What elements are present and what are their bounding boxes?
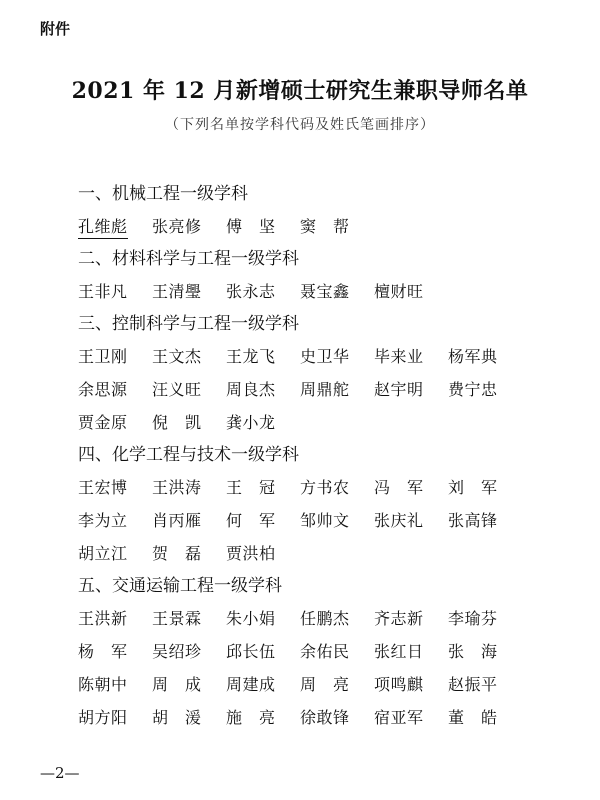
section-heading: 二、材料科学与工程一级学科 <box>78 249 299 269</box>
advisor-name <box>448 471 522 504</box>
advisor-name <box>226 668 300 701</box>
advisor-name-text: 孔维彪 <box>78 217 128 239</box>
advisor-name-text: 邱长伍 <box>226 642 276 661</box>
advisor-name-text: 王宏博 <box>78 478 128 497</box>
advisor-name <box>300 275 374 308</box>
name-row <box>78 275 578 308</box>
advisor-name <box>374 668 448 701</box>
advisor-name-text: 周 亮 <box>300 675 350 694</box>
advisor-name <box>226 373 300 406</box>
page-subtitle: （下列名单按学科代码及姓氏笔画排序） <box>165 117 435 133</box>
advisor-name <box>448 635 522 668</box>
advisor-name-text: 赵振平 <box>448 675 498 694</box>
advisor-name-text: 周良杰 <box>226 380 276 399</box>
advisor-name-text: 胡 湲 <box>152 708 202 727</box>
advisor-name <box>78 275 152 308</box>
advisor-name-text: 王卫刚 <box>78 347 128 366</box>
advisor-name-text: 龚小龙 <box>226 413 276 432</box>
advisor-name-text: 董 皓 <box>448 708 498 727</box>
advisor-name <box>152 210 226 243</box>
advisor-name-text: 吴绍珍 <box>152 642 202 661</box>
advisor-name <box>226 275 300 308</box>
advisor-name <box>374 471 448 504</box>
section-names <box>78 340 578 439</box>
advisor-name <box>374 701 448 734</box>
advisor-name <box>300 602 374 635</box>
advisor-name <box>78 406 152 439</box>
section-heading: 五、交通运输工程一级学科 <box>78 576 282 596</box>
advisor-name-text: 余佑民 <box>300 642 350 661</box>
advisor-name-text: 陈朝中 <box>78 675 128 694</box>
advisor-name <box>152 668 226 701</box>
advisor-name <box>152 340 226 373</box>
advisor-name <box>300 373 374 406</box>
advisor-name-text: 王洪涛 <box>152 478 202 497</box>
advisor-name <box>300 471 374 504</box>
advisor-name-text: 余思源 <box>78 380 128 399</box>
advisor-name <box>226 635 300 668</box>
advisor-name-text: 任鹏杰 <box>300 609 350 628</box>
advisor-name-text: 张庆礼 <box>374 511 424 530</box>
advisor-name-text: 史卫华 <box>300 347 350 366</box>
name-row <box>78 602 578 635</box>
advisor-name <box>448 668 522 701</box>
name-row <box>78 406 578 439</box>
advisor-name-text: 杨 军 <box>78 642 128 661</box>
advisor-name <box>374 275 448 308</box>
advisor-name-text: 张红日 <box>374 642 424 661</box>
advisor-name <box>226 602 300 635</box>
advisor-name <box>226 471 300 504</box>
advisor-name-text: 倪 凯 <box>152 413 202 432</box>
advisor-name-text: 朱小娟 <box>226 609 276 628</box>
advisor-name <box>448 602 522 635</box>
advisor-name <box>300 635 374 668</box>
advisor-name <box>226 340 300 373</box>
section-heading: 三、控制科学与工程一级学科 <box>78 314 299 334</box>
advisor-name-text: 周鼎舵 <box>300 380 350 399</box>
advisor-name-text: 齐志新 <box>374 609 424 628</box>
advisor-name-text: 傅 坚 <box>226 217 276 236</box>
advisor-name-text: 檀财旺 <box>374 282 424 301</box>
advisor-name-text: 贺 磊 <box>152 544 202 563</box>
name-row <box>78 340 578 373</box>
advisor-name <box>226 406 300 439</box>
name-row <box>78 210 578 243</box>
advisor-name <box>374 602 448 635</box>
advisor-name <box>374 635 448 668</box>
name-row <box>78 373 578 406</box>
advisor-name-text: 张永志 <box>226 282 276 301</box>
advisor-name <box>152 504 226 537</box>
advisor-name-text: 刘 军 <box>448 478 498 497</box>
advisor-name <box>448 373 522 406</box>
advisor-name <box>374 340 448 373</box>
advisor-name-text: 张亮修 <box>152 217 202 236</box>
advisor-name <box>152 373 226 406</box>
advisor-name <box>78 373 152 406</box>
advisor-name <box>226 537 300 570</box>
advisor-name-text: 杨军典 <box>448 347 498 366</box>
advisor-name-text: 费宁忠 <box>448 380 498 399</box>
name-row <box>78 471 578 504</box>
page-number: —2— <box>40 764 80 782</box>
advisor-name <box>152 406 226 439</box>
section-names <box>78 471 578 570</box>
name-row <box>78 537 578 570</box>
section-names <box>78 602 578 734</box>
advisor-name-text: 王景霖 <box>152 609 202 628</box>
section-names <box>78 210 578 243</box>
advisor-name <box>448 340 522 373</box>
advisor-name-text: 李为立 <box>78 511 128 530</box>
advisor-name <box>300 340 374 373</box>
advisor-name-text: 王清璺 <box>152 282 202 301</box>
advisor-name <box>78 340 152 373</box>
advisor-name-text: 何 军 <box>226 511 276 530</box>
attachment-label: 附件 <box>40 20 71 38</box>
advisor-name <box>226 504 300 537</box>
advisor-name <box>78 701 152 734</box>
name-row <box>78 504 578 537</box>
section-heading: 四、化学工程与技术一级学科 <box>78 445 299 465</box>
advisor-name <box>78 668 152 701</box>
advisor-name-text: 邹帅文 <box>300 511 350 530</box>
advisor-name <box>78 471 152 504</box>
advisor-name <box>78 537 152 570</box>
section-names <box>78 275 578 308</box>
advisor-name <box>226 701 300 734</box>
advisor-name <box>374 373 448 406</box>
advisor-name-text: 王龙飞 <box>226 347 276 366</box>
advisor-name-text: 张高锋 <box>448 511 498 530</box>
advisor-name-text: 宿亚军 <box>374 708 424 727</box>
advisor-name-text: 项鸣麒 <box>374 675 424 694</box>
advisor-list <box>78 178 578 734</box>
advisor-name <box>226 210 300 243</box>
advisor-name <box>78 635 152 668</box>
advisor-name <box>152 471 226 504</box>
advisor-name-text: 胡方阳 <box>78 708 128 727</box>
advisor-name-text: 贾金原 <box>78 413 128 432</box>
advisor-name-text: 窦 帮 <box>300 217 350 236</box>
advisor-name <box>374 504 448 537</box>
advisor-name-text: 周建成 <box>226 675 276 694</box>
advisor-name <box>300 210 374 243</box>
advisor-name-text: 赵宇明 <box>374 380 424 399</box>
advisor-name-text: 汪义旺 <box>152 380 202 399</box>
page-title: 2021 年 12 月新增硕士研究生兼职导师名单 <box>71 78 529 104</box>
advisor-name <box>78 602 152 635</box>
advisor-name <box>152 602 226 635</box>
advisor-name <box>78 504 152 537</box>
name-row <box>78 635 578 668</box>
advisor-name-text: 李瑜芬 <box>448 609 498 628</box>
advisor-name-text: 周 成 <box>152 675 202 694</box>
advisor-name-text: 徐敢锋 <box>300 708 350 727</box>
name-row <box>78 668 578 701</box>
advisor-name <box>448 701 522 734</box>
advisor-name <box>300 504 374 537</box>
advisor-name-text: 王非凡 <box>78 282 128 301</box>
advisor-name-text: 王文杰 <box>152 347 202 366</box>
advisor-name-text: 贾洪柏 <box>226 544 276 563</box>
advisor-name-text: 王洪新 <box>78 609 128 628</box>
advisor-name <box>300 701 374 734</box>
name-row <box>78 701 578 734</box>
advisor-name-text: 肖丙雁 <box>152 511 202 530</box>
advisor-name <box>78 210 152 243</box>
advisor-name <box>152 537 226 570</box>
advisor-name-text: 聂宝鑫 <box>300 282 350 301</box>
advisor-name <box>152 275 226 308</box>
advisor-name <box>448 504 522 537</box>
advisor-name-text: 施 亮 <box>226 708 276 727</box>
section-heading: 一、机械工程一级学科 <box>78 184 248 204</box>
advisor-name-text: 王 冠 <box>226 478 276 497</box>
advisor-name-text: 胡立江 <box>78 544 128 563</box>
advisor-name-text: 张 海 <box>448 642 498 661</box>
advisor-name-text: 方书农 <box>300 478 350 497</box>
advisor-name <box>152 701 226 734</box>
advisor-name <box>152 635 226 668</box>
advisor-name <box>300 668 374 701</box>
advisor-name-text: 毕来业 <box>374 347 424 366</box>
advisor-name-text: 冯 军 <box>374 478 424 497</box>
